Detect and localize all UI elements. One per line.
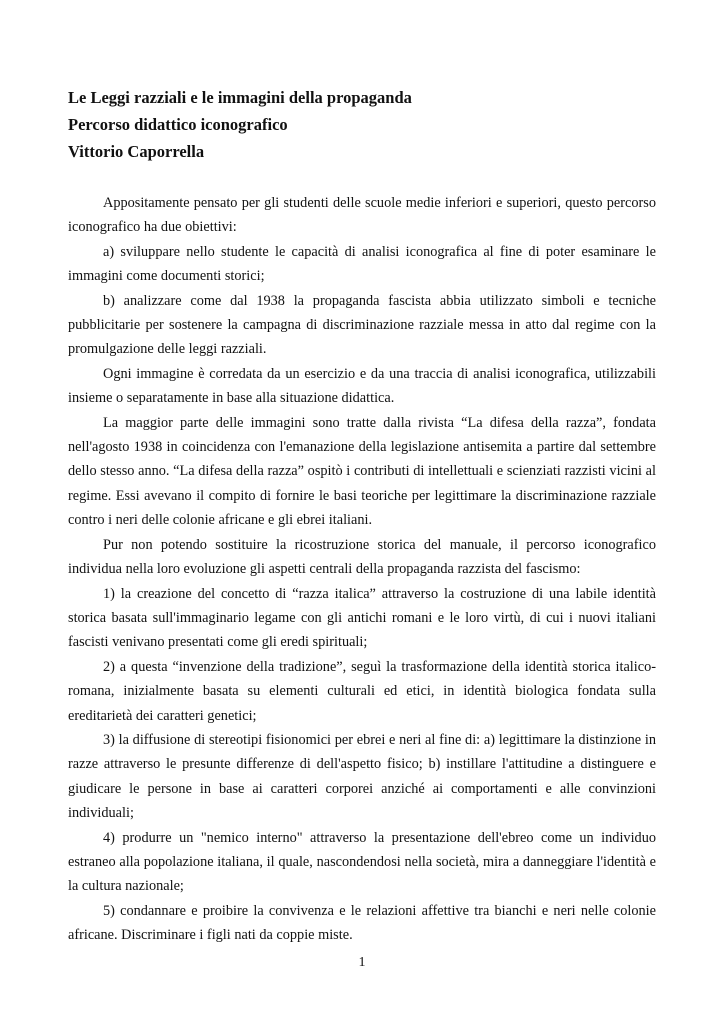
- document-body: [68, 191, 656, 948]
- document-title: Le Leggi razziali e le immagini della propaganda: [68, 88, 412, 107]
- paragraph-point-2: 2) a questa “invenzione della tradizione”, seguì la trasformazione della identità storica italico-romana, inizialmente basata su elementi culturali ed etici, in identità biologica fondata sulla ereditarietà dei caratteri genetici;: [68, 658, 656, 724]
- page-number: 1: [358, 955, 366, 970]
- paragraph-source-magazine: La maggior parte delle immagini sono tratte dalla rivista “La difesa della razza”, fondata nell'agosto 1938 in coincidenza con l'emanazione della legislazione antisemita a partire dal settembre dello stesso anno. “La difesa della razza” ospitò i contributi di intellettuali e scienziati razzisti vicini al regime. Essi avevano il compito di fornire le basi teoriche per legittimare la discriminazione razziale contro i neri delle colonie africane e gli ebrei italiani.: [68, 414, 656, 529]
- paragraph-point-1: 1) la creazione del concetto di “razza italica” attraverso la costruzione di una labile identità storica basata sull'immaginario legame con gli antichi romani e le loro virtù, di cui i nuovi italiani fascisti venivano presentati come gli eredi spirituali;: [68, 585, 656, 651]
- paragraph-point-5: 5) condannare e proibire la convivenza e le relazioni affettive tra bianchi e neri nelle colonie africane. Discriminare i figli nati da coppie miste.: [68, 902, 656, 944]
- paragraph-intro: Appositamente pensato per gli studenti delle scuole medie inferiori e superiori, questo percorso iconografico ha due obiettivi:: [68, 195, 656, 236]
- paragraph-point-3: 3) la diffusione di stereotipi fisionomici per ebrei e neri al fine di: a) legittimare la distinzione in razze attraverso le presunte differenze di dell'aspetto fisico; b) instillare l'attitudine a distinguere e giudicare le persone in base ai caratteri corporei anziché ai comportamenti e alle convinzioni individuali;: [68, 731, 656, 822]
- paragraph-central-aspects: Pur non potendo sostituire la ricostruzione storica del manuale, il percorso iconografico individua nella loro evoluzione gli aspetti centrali della propaganda razzista del fascismo:: [68, 536, 656, 578]
- document-header: [68, 84, 658, 165]
- paragraph-objective-b: b) analizzare come dal 1938 la propaganda fascista abbia utilizzato simboli e tecniche pubblicitarie per sostenere la campagna di discriminazione razziale messa in atto dal regime con la promulgazione delle leggi razziali.: [68, 292, 656, 358]
- document-subtitle: Percorso didattico iconografico: [68, 115, 288, 134]
- paragraph-objective-a: a) sviluppare nello studente le capacità di analisi iconografica al fine di poter esaminare le immagini come documenti storici;: [68, 243, 656, 285]
- paragraph-point-4: 4) produrre un "nemico interno" attraverso la presentazione dell'ebreo come un individuo estraneo alla popolazione italiana, il quale, nascondendosi nella società, mira a danneggiare l'identità e la cultura nazionale;: [68, 829, 656, 895]
- document-author: Vittorio Caporrella: [68, 142, 205, 161]
- paragraph-image-exercises: Ogni immagine è corredata da un esercizio e da una traccia di analisi iconografica, utilizzabili insieme o separatamente in base alla situazione didattica.: [68, 365, 656, 407]
